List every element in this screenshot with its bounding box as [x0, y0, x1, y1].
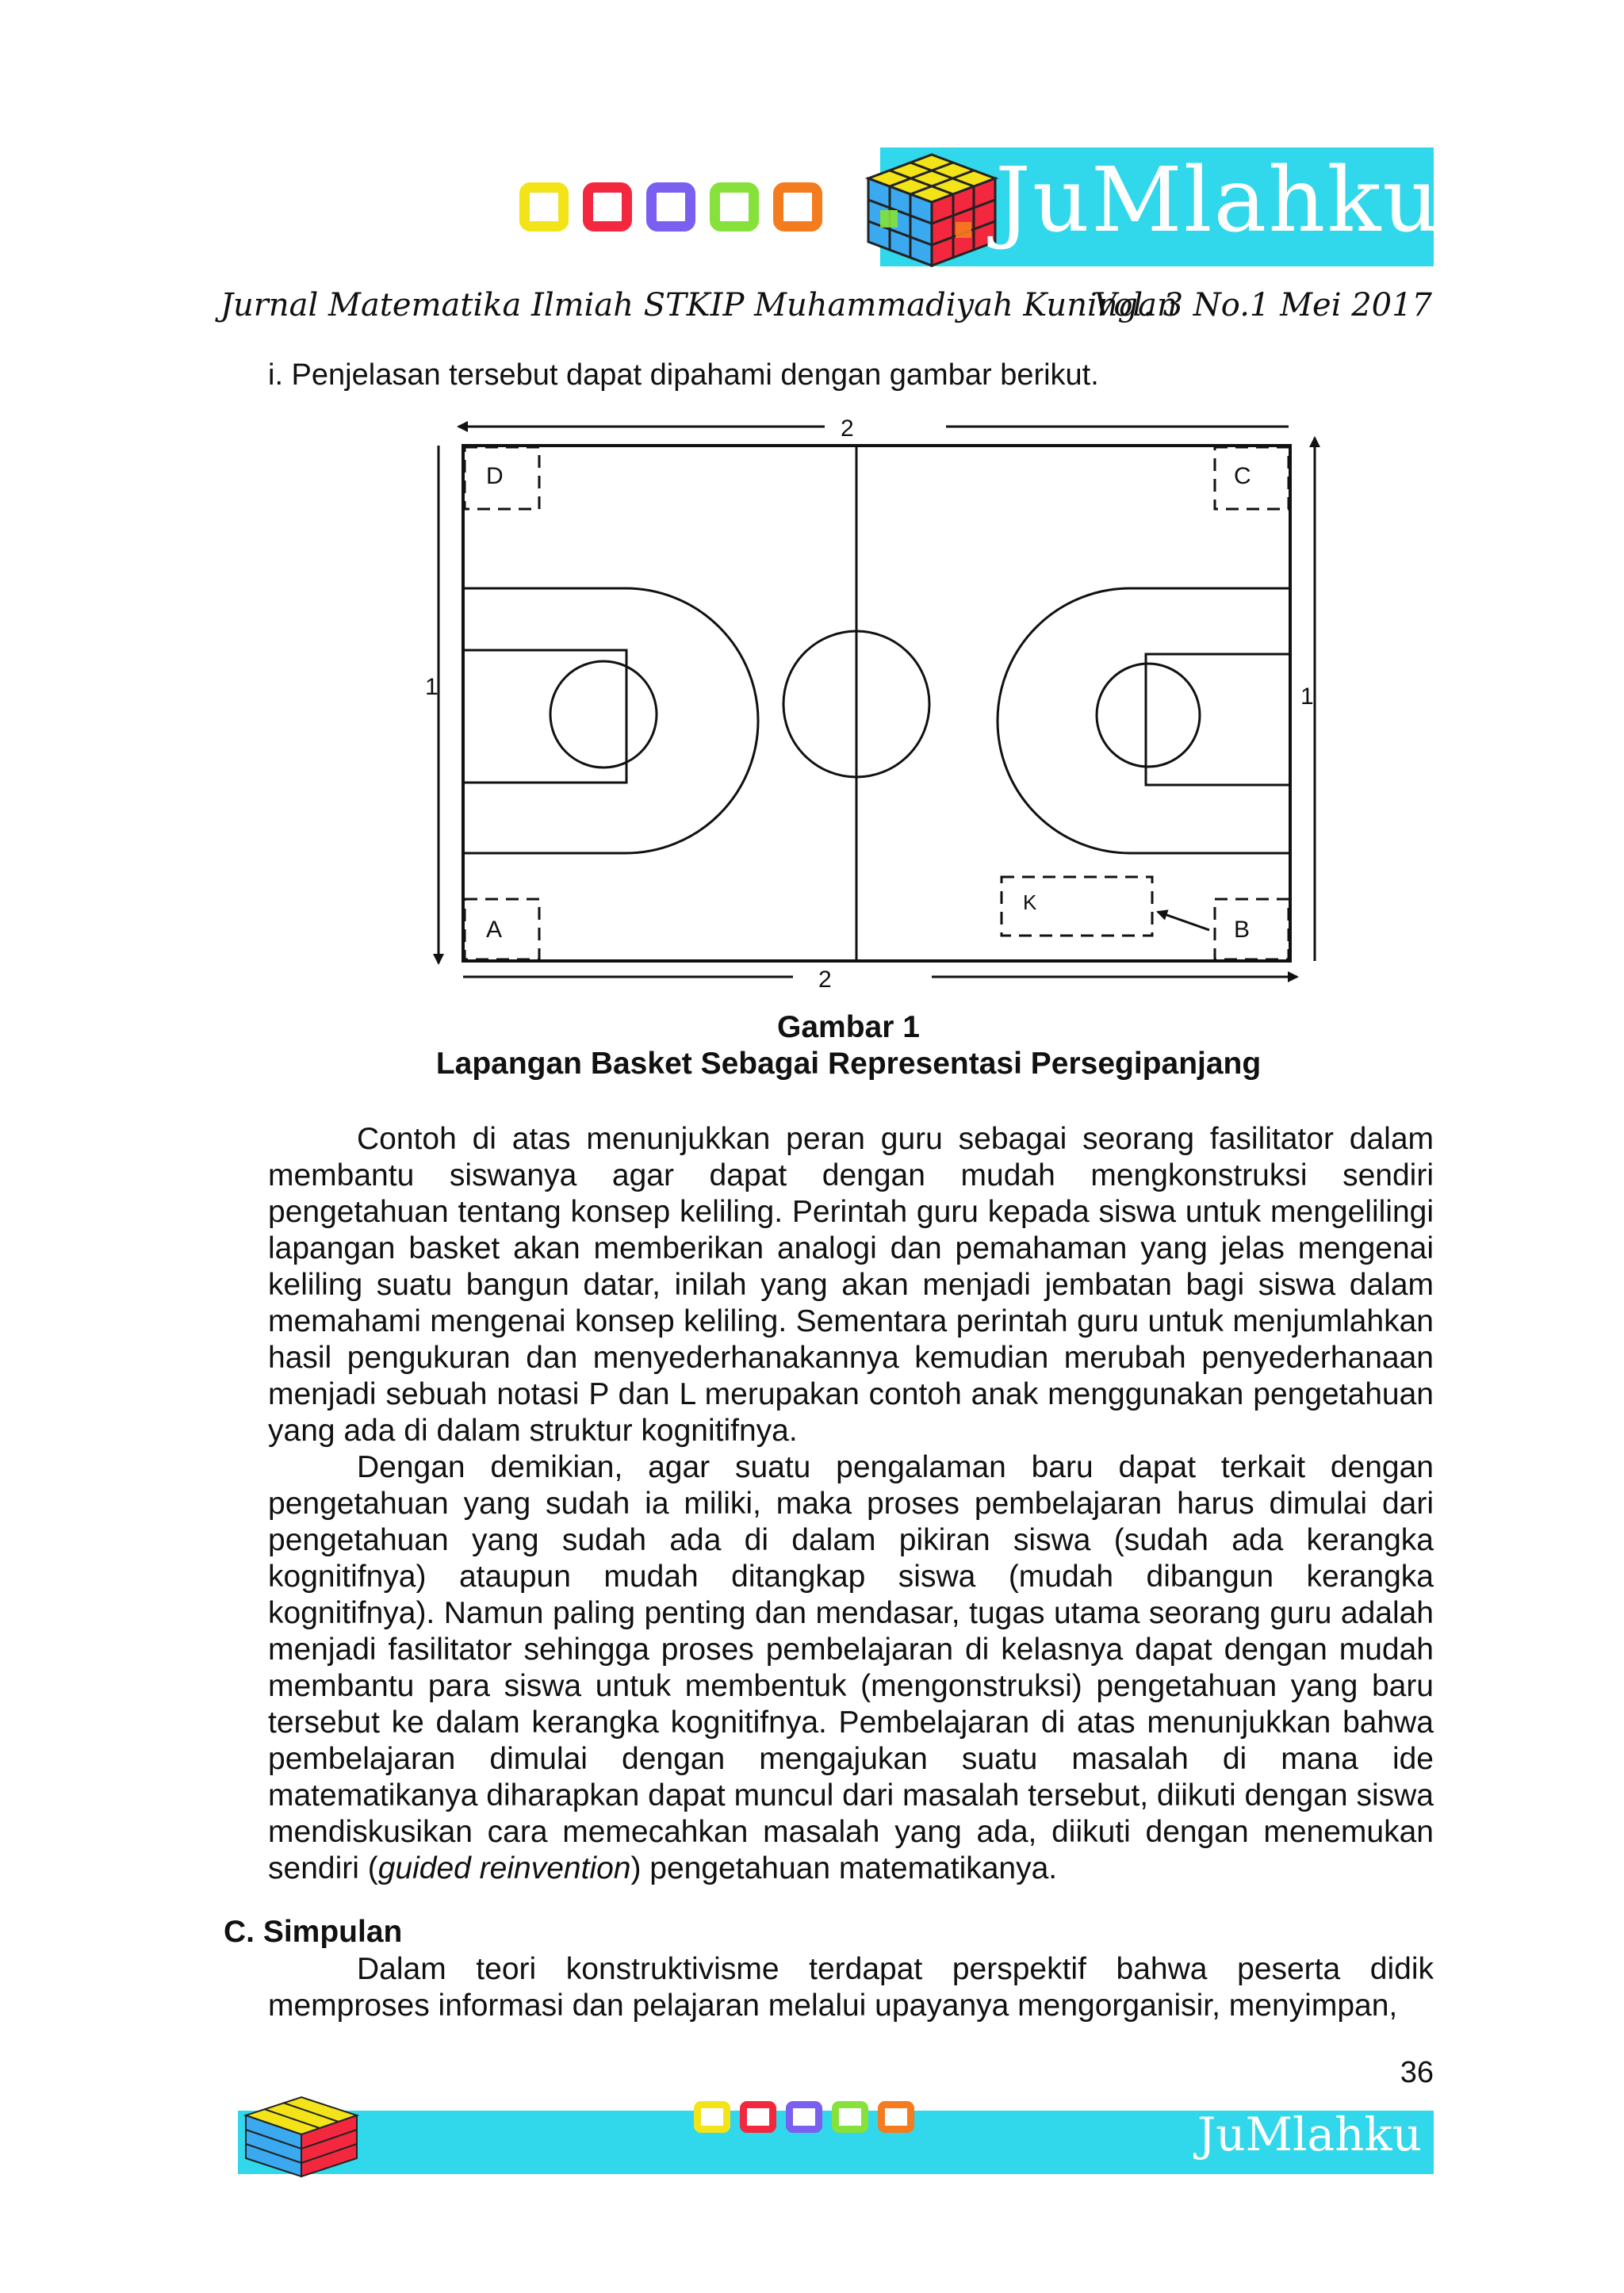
left-width-label: 1: [425, 674, 439, 700]
paragraph-2-end: ) pengetahuan matematikanya.: [630, 1851, 1058, 1885]
color-square-yellow: [519, 182, 569, 232]
paragraph-2-italic: guided reinvention: [377, 1851, 631, 1885]
corner-box-b: [1215, 899, 1289, 959]
footer-square-red: [740, 2101, 776, 2133]
footer-square-purple: [786, 2101, 822, 2133]
journal-volume: Vol. 3 No.1 Mei 2017: [1094, 287, 1432, 323]
header-color-squares: [519, 182, 822, 232]
corner-label-a: A: [486, 917, 503, 943]
intro-line: i. Penjelasan tersebut dapat dipahami dengan gambar berikut.: [268, 358, 1099, 392]
basketball-court-figure: [420, 412, 1348, 999]
left-lane: [463, 650, 626, 783]
paragraph-2-text: Dengan demikian, agar suatu pengalaman baru dapat terkait dengan pengetahuan yang sudah ia miliki, maka proses pembelajaran harus dimulai dari pengetahuan yang sudah ada di dalam pikiran siswa (sudah ada kerangka kognitifnya) ataupun mudah ditangkap siswa (mudah dibangun kerangka kognitifnya). Namun paling penting dan mendasar, tugas utama seorang guru adalah menjadi fasilitator sehingga proses pembelajaran di kelasnya dapat dengan mudah membantu para siswa untuk membentuk (mengonstruksi) pengetahuan yang baru tersebut ke dalam kerangka kognitifnya. Pembelajaran di atas menunjukkan bahwa pembelajaran dimulai dengan mengajukan suatu masalah di mana ide matematikanya diharapkan dapat muncul dari masalah tersebut, diikuti dengan siswa mendiskusikan cara memecahkan masalah yang ada, diikuti dengan menemukan sendiri (: [268, 1450, 1434, 1885]
figure-caption-number: Gambar 1: [777, 1010, 920, 1044]
corner-label-b: B: [1234, 917, 1251, 943]
box-label-k: K: [1023, 890, 1037, 914]
top-length-label: 2: [841, 415, 854, 442]
paragraph-1: Contoh di atas menunjukkan peran guru sebagai seorang fasilitator dalam membantu siswanya agar dapat dengan mudah mengkonstruksi sendiri pengetahuan tentang konsep keliling. Perintah guru kepada siswa untuk mengelilingi lapangan basket akan memberikan analogi dan pemahaman yang jelas mengenai keliling suatu bangun datar, inilah yang akan menjadi jembatan bagi siswa dalam memahami mengenai konsep keliling. Sementara perintah guru untuk menjumlahkan hasil pengukuran dan menyederhanakannya kemudian merubah penyederhanaan menjadi sebuah notasi P dan L merupakan contoh anak menggunakan pengetahuan yang ada di dalam struktur kognitifnya.: [268, 1122, 1434, 1448]
section-heading: C. Simpulan: [224, 1915, 403, 1949]
color-square-purple: [646, 182, 695, 232]
right-key-arc: [998, 588, 1290, 853]
brand-logo-text: JuMlahku: [995, 149, 1442, 252]
paragraph-2: [268, 1449, 1434, 1887]
corner-box-c: [1215, 447, 1289, 509]
footer-square-orange: [878, 2101, 914, 2133]
corner-label-d: D: [486, 463, 504, 489]
footer-brand-text: JuMlahku: [1197, 2107, 1422, 2161]
paragraph-3: Dalam teori konstruktivisme terdapat perspektif bahwa peserta didik memproses informasi dan pelajaran melalui upayanya mengorganisir, menyimpan,: [268, 1952, 1434, 2023]
color-square-green: [710, 182, 759, 232]
court-outline: [463, 446, 1290, 961]
figure-caption-title: Lapangan Basket Sebagai Representasi Persegipanjang: [435, 1047, 1262, 1081]
k-pointer-arrow: [1158, 912, 1209, 930]
right-width-label: 1: [1300, 683, 1314, 710]
left-free-throw-circle: [550, 661, 657, 768]
footer-color-squares: [694, 2101, 914, 2133]
page-number: 36: [1400, 2056, 1434, 2089]
journal-title: Jurnal Matematika Ilmiah STKIP Muhammadiyah Kuningan: [220, 287, 1178, 323]
color-square-orange: [773, 182, 822, 232]
corner-label-c: C: [1234, 463, 1251, 489]
footer-square-yellow: [694, 2101, 730, 2133]
left-key-arc: [463, 588, 758, 853]
rubiks-cube-logo-icon: [856, 147, 1007, 274]
right-lane: [1146, 654, 1290, 785]
footer-square-green: [832, 2101, 868, 2133]
bottom-length-label: 2: [818, 967, 832, 993]
right-free-throw-circle: [1097, 664, 1200, 767]
color-square-red: [583, 182, 632, 232]
footer-rubiks-cube-icon: [238, 2093, 365, 2180]
